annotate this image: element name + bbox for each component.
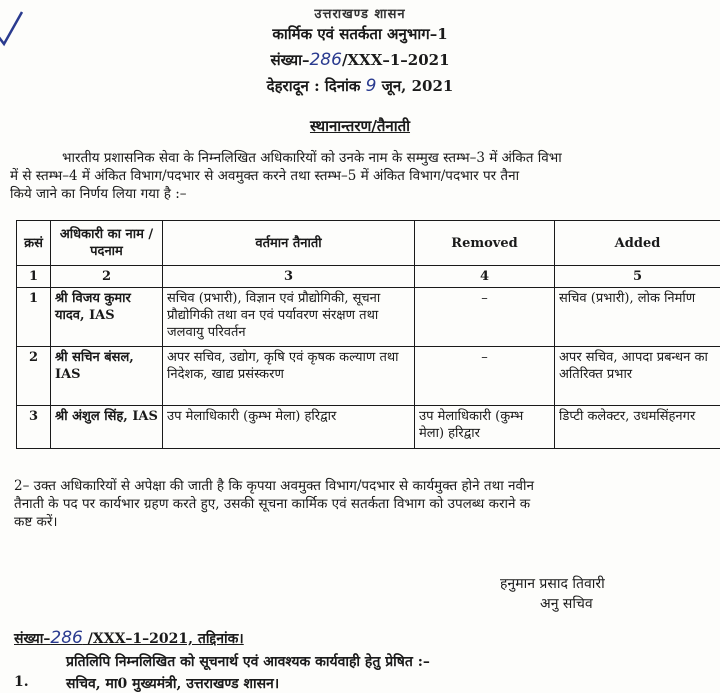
para2-line-3: कष्ट करें। xyxy=(14,514,58,531)
table-header-row xyxy=(17,221,720,266)
govt-name: उत्तराखण्ड शासन xyxy=(0,4,720,22)
transfer-table xyxy=(16,220,720,449)
handwritten-day: 9 xyxy=(366,76,377,96)
table-row: 1 श्री विजय कुमार यादव, IAS सचिव (प्रभारी), विज्ञान एवं प्रौद्योगिकी, सूचना प्रौद्योगिकी तथा वन एवं पर्यावरण संरक्षण तथा जलवायु परिवर्तन – सचिव (प्रभारी), लोक निर्माण xyxy=(17,288,720,347)
table-row: 2 श्री सचिन बंसल, IAS अपर सचिव, उद्योग, कृषि एवं कृषक कल्याण तथा निदेशक, खाद्य प्रसंस्करण – अपर सचिव, आपदा प्रबन्धन का अतिरिक्त प्रभार xyxy=(17,347,720,406)
col-header-removed: Removed xyxy=(415,221,555,266)
handwritten-number: 286 xyxy=(309,50,341,70)
col-header-current: वर्तमान तैनाती xyxy=(163,221,415,266)
copy-reference: संख्या–286 /XXX–1–2021, तद्दिनांक। xyxy=(14,628,244,648)
order-number: संख्या–286/XXX–1–2021 xyxy=(0,50,720,70)
table-row: 3 श्री अंशुल सिंह, IAS उप मेलाधिकारी (कुम्भ मेला) हरिद्वार उप मेलाधिकारी (कुम्भ मेला) हरिद्वार डिप्टी कलेक्टर, उधमसिंहनगर xyxy=(17,406,720,449)
column-number-row: 1 2 3 4 5 xyxy=(17,266,720,288)
intro-line-2: में से स्तम्भ–4 में अंकित विभाग/पदभार से अवमुक्त करने तथा स्तम्भ–5 में अंकित विभाग/पदभार पर तैना xyxy=(10,168,519,185)
para2-line-1: 2– उक्त अधिकारियों से अपेक्षा की जाती है कि कृपया अवमुक्त विभाग/पदभार से कार्यमुक्त होने तथा नवीन xyxy=(14,478,534,495)
col-header-added: Added xyxy=(555,221,720,266)
copy-item-text: सचिव, मा0 मुख्यमंत्री, उत्तराखण्ड शासन। xyxy=(66,674,279,693)
order-date: देहरादून : दिनांक 9 जून, 2021 xyxy=(0,76,720,96)
intro-line-3: किये जाने का निर्णय लिया गया है :– xyxy=(10,186,187,203)
para2-line-2: तैनाती के पद पर कार्यभार ग्रहण करते हुए, उसकी सूचना कार्मिक एवं सतर्कता विभाग को उपलब्ध कराने क xyxy=(14,496,530,513)
col-header-officer: अधिकारी का नाम / पदनाम xyxy=(51,221,163,266)
department-name: कार्मिक एवं सतर्कता अनुभाग–1 xyxy=(0,24,720,44)
copy-item-number: 1. xyxy=(14,674,29,690)
col-header-sl: क्रसं xyxy=(17,221,51,266)
handwritten-copy-number: 286 xyxy=(50,628,82,648)
signatory-designation: अनु सचिव xyxy=(540,594,593,613)
subject-heading: स्थानान्तरण/तैनाती xyxy=(0,116,720,136)
copy-forwarding-line: प्रतिलिपि निम्नलिखित को सूचनार्थ एवं आवश्यक कार्यवाही हेतु प्रेषित :– xyxy=(66,652,430,671)
intro-line-1: भारतीय प्रशासनिक सेवा के निम्नलिखित अधिकारियों को उनके नाम के सम्मुख स्तम्भ–3 में अंकित विभा xyxy=(62,150,562,167)
signatory-name: हनुमान प्रसाद तिवारी xyxy=(500,574,605,593)
